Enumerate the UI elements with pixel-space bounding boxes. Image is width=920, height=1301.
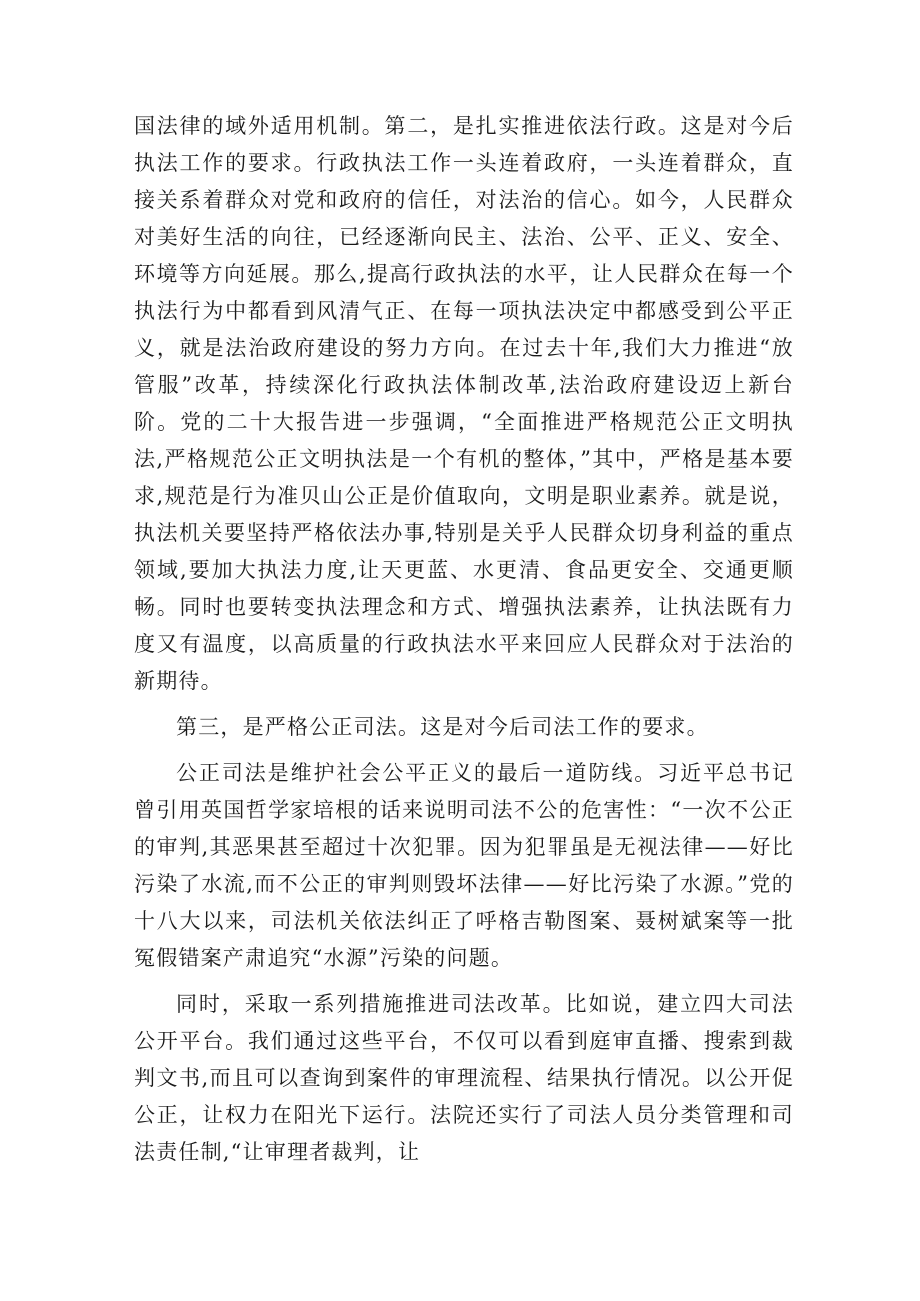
paragraph-executive-law-enforcement: 国法律的域外适用机制。第二，是扎实推进依法行政。这是对今后执法工作的要求。行政执法工作一头连着政府，一头连着群众，直接关系着群众对党和政府的信任，对法治的信心。如今，人民群众对美好生活的向往，已经逐渐向民主、法治、公平、正义、安全、环境等方向延展。那么,提高行政执法的水平，让人民群众在每一个执法行为中都看到风清气正、在每一项执法决定中都感受到公平正义，就是法治政府建设的努力方向。在过去十年,我们大力推进“放管服”改革，持续深化行政执法体制改革,法治政府建设迈上新台阶。党的二十大报告进一步强调，“全面推进严格规范公正文明执法,严格规范公正文明执法是一个有机的整体，”其中，严格是基本要求,规范是行为准贝山公正是价值取向，文明是职业素养。就是说，执法机关要坚持严格依法办事,特别是关乎人民群众切身利益的重点领域,要加大执法力度,让天更蓝、水更清、食品更安全、交通更顺畅。同时也要转变执法理念和方式、增强执法素养，让执法既有力度又有温度，以高质量的行政执法水平来回应人民群众对于法治的新期待。 — [134, 114, 794, 693]
document-body — [134, 108, 794, 1171]
paragraph-judicial-reform: 同时，采取一系列措施推进司法改革。比如说，建立四大司法公开平台。我们通过这些平台，不仅可以看到庭审直播、搜索到裁判文书,而且可以查询到案件的审理流程、结果执行情况。以公开促公正，让权力在阳光下运行。法院还实行了司法人员分类管理和司法责任制,“让审理者裁判，让 — [134, 992, 794, 1164]
paragraph-judicial-fairness: 公正司法是维护社会公平正义的最后一道防线。习近平总书记曾引用英国哲学家培根的话来说明司法不公的危害性：“一次不公正的审判,其恶果甚至超过十次犯罪。因为犯罪虽是无视法律——好比污染了水流,而不公正的审判则毁坏法律——好比污染了水源。”党的十八大以来，司法机关依法纠正了呼格吉勒图案、聂树斌案等一批冤假错案产肃追究“水源”污染的问题。 — [134, 761, 794, 970]
paragraph-third-point-heading: 第三，是严格公正司法。这是对今后司法工作的要求。 — [176, 715, 709, 739]
